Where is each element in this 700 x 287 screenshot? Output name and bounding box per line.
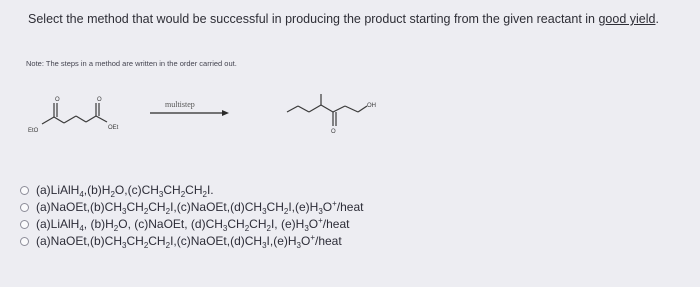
- product-label: OH: [367, 103, 376, 109]
- subscript: 2: [266, 224, 271, 233]
- option-text-run: I,(e)H: [288, 200, 319, 214]
- answer-options: [20, 182, 364, 250]
- radio-button[interactable]: [20, 186, 29, 195]
- option-label: [36, 233, 342, 250]
- option-text-run: I,(e)H: [266, 234, 297, 248]
- subscript: 2: [165, 207, 171, 216]
- option-text-run: (a)NaOEt,(b)CH: [36, 200, 123, 214]
- option-text-run: I,(c)NaOEt,(d)CH: [170, 234, 263, 248]
- reactant-structure: [42, 97, 107, 124]
- subscript: 3: [262, 207, 267, 216]
- reactant-left-label: EtO: [28, 128, 39, 134]
- subscript: 2: [180, 189, 186, 199]
- subscript: 2: [143, 207, 149, 216]
- subscript: 2: [143, 241, 149, 250]
- superscript: +: [318, 216, 323, 225]
- subscript: 3: [304, 224, 309, 233]
- option-text-run: I,(c)NaOEt,(d)CH: [170, 200, 263, 214]
- option-text-run: CH: [148, 200, 166, 214]
- subscript: 3: [222, 224, 228, 233]
- product-structure: [287, 94, 367, 135]
- option-text-run: I.: [206, 182, 214, 197]
- superscript: +: [332, 199, 337, 208]
- option-text-run: O, (c)NaOEt, (d)CH: [118, 217, 223, 231]
- option-text-run: /heat: [322, 217, 350, 231]
- radio-button[interactable]: [20, 203, 29, 212]
- radio-button[interactable]: [20, 220, 29, 229]
- svg-text:O: O: [97, 97, 102, 103]
- option-text-run: CH: [227, 217, 245, 231]
- subscript: 2: [244, 224, 250, 233]
- option-text-run: CH: [185, 182, 203, 197]
- answer-option[interactable]: [20, 233, 364, 250]
- subscript: 2: [202, 189, 207, 199]
- option-label: [36, 183, 214, 199]
- subscript: 2: [283, 207, 289, 216]
- answer-option[interactable]: [20, 199, 364, 216]
- subscript: 3: [158, 189, 164, 199]
- option-text-run: (a)NaOEt,(b)CH: [36, 234, 123, 248]
- subscript: 2: [113, 224, 119, 233]
- reaction-arrowhead: [222, 110, 229, 116]
- option-text-run: O: [300, 234, 311, 248]
- subscript: 3: [296, 241, 301, 250]
- option-text-run: (a)LiAlH: [36, 217, 80, 231]
- option-label: [36, 199, 364, 216]
- subscript: 3: [262, 241, 267, 250]
- superscript: +: [310, 233, 315, 242]
- option-text-run: O: [322, 200, 333, 214]
- reactant-right-label: OEt: [108, 125, 119, 131]
- question-underlined: good yield: [598, 12, 656, 26]
- svg-text:O: O: [331, 129, 336, 135]
- option-text-run: CH: [249, 217, 267, 231]
- arrow-label: multistep: [165, 100, 195, 109]
- subscript: 4: [79, 189, 84, 199]
- subscript: 2: [110, 189, 115, 199]
- answer-option[interactable]: [20, 216, 364, 233]
- subscript: 3: [318, 207, 323, 216]
- answer-option[interactable]: [20, 182, 364, 199]
- question-prefix: Select the method that would be successful in producing the product starting from the given reactant in: [28, 12, 599, 26]
- subscript: 3: [122, 241, 127, 250]
- option-label: [36, 216, 349, 233]
- subscript: 3: [122, 207, 127, 216]
- option-text-run: ,(b)H: [83, 182, 111, 197]
- option-text-run: CH: [163, 182, 181, 197]
- option-text-run: O: [308, 217, 319, 231]
- radio-button[interactable]: [20, 237, 29, 246]
- option-text-run: CH: [126, 200, 144, 214]
- option-text-run: /heat: [315, 234, 342, 248]
- option-text-run: (a)LiAlH: [36, 182, 80, 197]
- option-text-run: CH: [266, 200, 284, 214]
- option-text-run: CH: [148, 234, 166, 248]
- option-text-run: O,(c)CH: [114, 182, 159, 197]
- subscript: 2: [165, 241, 171, 250]
- option-text-run: CH: [126, 234, 144, 248]
- subscript: 4: [79, 224, 84, 233]
- option-text-run: /heat: [336, 200, 364, 214]
- option-text-run: , (b)H: [83, 217, 114, 231]
- option-text-run: I, (e)H: [270, 217, 305, 231]
- note-text: Note: The steps in a method are written in the order carried out.: [26, 59, 237, 68]
- question-suffix: .: [655, 12, 659, 26]
- svg-text:O: O: [55, 97, 60, 103]
